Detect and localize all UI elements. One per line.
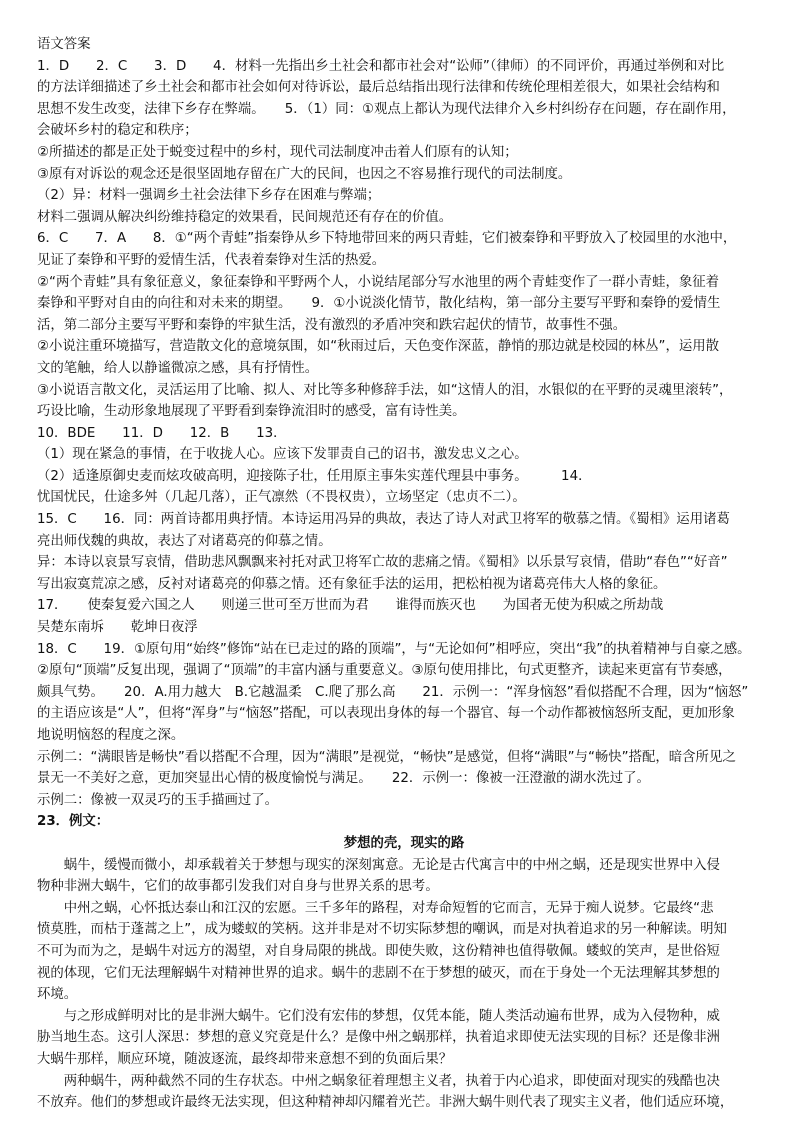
- text-line: 的主语应该是“人”，但将“浑身”与“恼怒”搭配，可以表现出身体的每一个器官、每一个动作都被恼怒所支配，更加形象: [37, 706, 735, 722]
- text-line: 文的笔触，给人以静谧微凉之感，具有抒情性。: [37, 360, 319, 376]
- text-line: 18．C 19．①原句用“始终”修饰“站在已走过的路的顶端”，与“无论如何”相呼应，突出“我”的执着精神与自豪之感。: [37, 641, 751, 657]
- text-line: 的方法详细描述了乡土社会和都市社会如何对待诉讼，最后总结指出现行法律和传统伦理相差很大，如果社会结构和: [37, 80, 720, 96]
- essay-line: 胁当地生态。这引人深思：梦想的意义究竟是什么？是像中州之蜗那样，执着追求即使无法实现的目标？还是像非洲: [37, 1030, 720, 1046]
- answer-document: [37, 34, 771, 1114]
- essay-title: 梦想的壳，现实的路: [343, 835, 465, 851]
- essay-line: 物种非洲大蜗牛，它们的故事都引发我们对自身与世界关系的思考。: [37, 879, 439, 895]
- text-line: 秦铮和平野对自由的向往和对未来的期望。 9．①小说淡化情节，散化结构，第一部分主要写平野和秦铮的爱情生: [37, 296, 721, 312]
- text-line: （1）现在紧急的事情，在于收拢人心。应该下发罪责自己的诏书，激发忠义之心。: [37, 447, 528, 463]
- text-line: 会破坏乡村的稳定和秩序；: [37, 123, 198, 139]
- essay-line: 与之形成鲜明对比的是非洲大蜗牛。它们没有宏伟的梦想，仅凭本能，随人类活动遍布世界，成为入侵物种，威: [63, 1008, 720, 1024]
- essay-label: 23．例文：: [37, 814, 110, 830]
- essay-paragraph: [37, 1006, 771, 1071]
- text-line: 材料二强调从解决纠纷维持稳定的效果看，民间规范还有存在的价值。: [37, 209, 453, 225]
- text-line: ②所描述的都是正处于蜕变过程中的乡村，现代司法制度冲击着人们原有的认知；: [37, 144, 518, 160]
- text-line: ③原有对诉讼的观念还是很坚固地存留在广大的民间，也因之不容易推行现代的司法制度。: [37, 166, 572, 182]
- essay-line: 大蜗牛那样，顺应环境，随波逐流，最终却带来意想不到的负面后果？: [37, 1051, 453, 1067]
- essay-line: 不可为而为之，是蜗牛对远方的渴望，对自身局限的挑战。即使失败，这份精神也值得敬佩。蝼蚁的笑声，是世俗短: [37, 943, 720, 959]
- essay-paragraph: [37, 1071, 771, 1114]
- essay-line: 两种蜗牛，两种截然不同的生存状态。中州之蜗象征着理想主义者，执着于内心追求，即使面对现实的残酷也决: [63, 1073, 720, 1089]
- text-line: 吴楚东南坼 乾坤日夜浮: [37, 620, 198, 636]
- text-line: 示例二：“满眼皆是畅快”看以搭配不合理，因为“满眼”是视觉，“畅快”是感觉，但将“满眼”与“畅快”搭配，暗含所见之: [37, 749, 736, 765]
- text-line: 景无一不美好之意，更加突显出心情的极度愉悦与满足。 22．示例一：像被一汪澄澈的湖水洗过了。: [37, 771, 650, 787]
- text-line: 忧国忧民，仕途多舛（几起几落），正气凛然（不畏权贵），立场坚定（忠贞不二）。: [37, 490, 526, 506]
- essay-line: 视的体现，它们无法理解蜗牛对精神世界的追求。蜗牛的悲剧不在于梦想的破灭，而在于身处一个无法理解其梦想的: [37, 965, 720, 981]
- essay-line: 不放弃。他们的梦想或许最终无法实现，但这种精神却闪耀着光芒。非洲大蜗牛则代表了现实主义者，他们适应环境，: [37, 1095, 734, 1111]
- essay-paragraph: [37, 898, 771, 1006]
- text-line: 6．C 7．A 8．①“两个青蛙”指秦铮从乡下特地带回来的两只青蛙，它们被秦铮和平野放入了校园里的水池中，: [37, 231, 737, 247]
- text-line: ③小说语言散文化，灵活运用了比喻、拟人、对比等多种修辞手法，如“这情人的泪，水银似的在平野的灵魂里滚转”，: [37, 382, 733, 398]
- text-line: 写出寂寞荒凉之感，反衬对诸葛亮的仰慕之情。还有象征手法的运用，把松柏视为诸葛亮伟大人格的象征。: [37, 576, 667, 592]
- essay-paragraph: [37, 855, 771, 898]
- text-line: 17． 使秦复爱六国之人 则递三世可至万世而为君 谁得而族灭也 为国者无使为积威之所劫哉: [37, 598, 664, 614]
- text-line: 颇具气势。 20．A.用力越大 B.它越温柔 C.爬了那么高 21．示例一：“浑身恼怒”看似搭配不合理，因为“恼怒”: [37, 684, 749, 700]
- text-line: 巧设比喻，生动形象地展现了平野看到秦铮流泪时的感受，富有诗性美。: [37, 404, 466, 420]
- text-line: 活，第二部分主要写平野和秦铮的牢狱生活，没有激烈的矛盾冲突和跌宕起伏的情节，故事性不强。: [37, 317, 627, 333]
- text-line: 示例二：像被一双灵巧的玉手描画过了。: [37, 792, 279, 808]
- text-line: 1．D 2．C 3．D 4．材料一先指出乡土社会和都市社会对“讼师”（律师）的不同评价，再通过举例和对比: [37, 58, 725, 74]
- text-line: ②“两个青蛙”具有象征意义，象征秦铮和平野两个人，小说结尾部分写水池里的两个青蛙变作了一群小青蛙，象征着: [37, 274, 720, 290]
- text-line: 亮出师伐魏的典故，表达了对诸葛亮的仰慕之情。: [37, 533, 332, 549]
- text-line: （2）适逢原御史麦而炫攻破高明，迎接陈子壮，任用原主事朱实莲代理县中事务。 14．: [37, 468, 592, 484]
- text-line: 15．C 16．同：两首诗都用典抒情。本诗运用冯异的典故，表达了诗人对武卫将军的敬慕之情。《蜀相》运用诸葛: [37, 512, 730, 528]
- text-line: ②原句“顶端”反复出现，强调了“顶端”的丰富内涵与重要意义。③原句使用排比，句式更整齐，读起来更富有节奏感，: [37, 663, 732, 679]
- essay-line: 环境。: [37, 987, 78, 1003]
- text-line: 思想不发生改变，法律下乡存在弊端。 5．（1）同：①观点上都认为现代法律介入乡村纠纷存在问题，存在副作用，: [37, 101, 736, 117]
- essay-line: 愤莫胜，而枯于蓬蒿之上”，成为蝼蚁的笑柄。这并非是对不切实际梦想的嘲讽，而是对执着追求的另一种解读。明知: [37, 922, 727, 938]
- essay-line: 中州之蜗，心怀抵达泰山和江汉的宏愿。三千多年的路程，对寿命短暂的它而言，无异于痴人说梦。它最终“悲: [63, 900, 714, 916]
- text-line: ②小说注重环境描写，营造散文化的意境氛围，如“秋雨过后，天色变作深蓝，静悄的那边就是校园的林丛”，运用散: [37, 339, 720, 355]
- text-line: 地说明恼怒的程度之深。: [37, 728, 185, 743]
- text-line: 10．BDE 11．D 12．B 13．: [37, 425, 287, 441]
- answer-lines: [37, 56, 771, 812]
- text-line: 异：本诗以哀景写哀情，借助悲风飘飘来衬托对武卫将军亡故的悲痛之情。《蜀相》以乐景写哀情，借助“春色”“好音”: [37, 555, 728, 571]
- doc-heading: 语文答案: [37, 37, 91, 52]
- text-line: （2）异：材料一强调乡土社会法律下乡存在困难与弊端；: [37, 188, 381, 204]
- text-line: 见证了秦铮和平野的爱情生活，代表着秦铮对生活的热爱。: [37, 252, 386, 268]
- essay-line: 蜗牛，缓慢而微小，却承载着关于梦想与现实的深刻寓意。无论是古代寓言中的中州之蜗，还是现实世界中入侵: [63, 857, 720, 873]
